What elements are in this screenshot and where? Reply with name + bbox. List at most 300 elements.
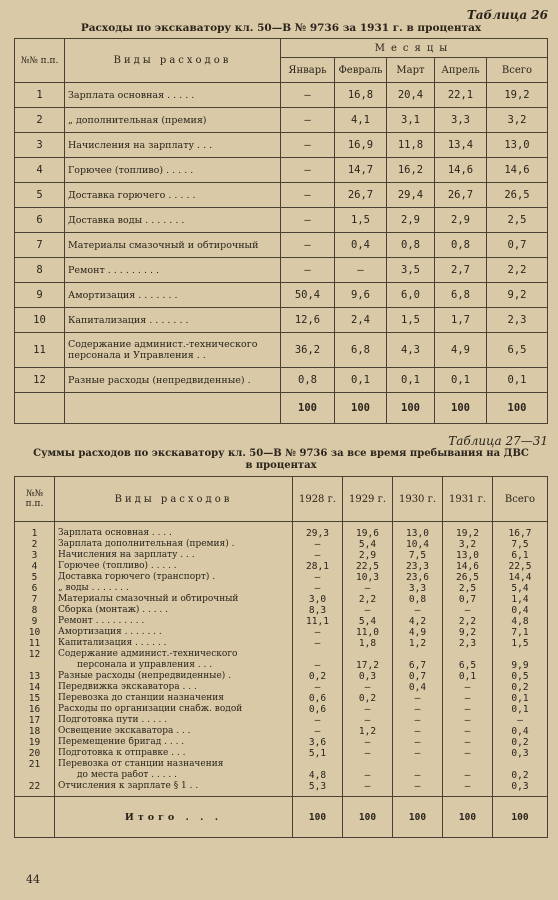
table-row — [15, 616, 548, 627]
value-cell: — — [343, 682, 393, 693]
row-number: 14 — [15, 682, 55, 693]
table-row — [15, 158, 548, 183]
value-cell: 11,8 — [387, 133, 435, 158]
value-cell: 0,5 — [493, 671, 548, 682]
row-number: 10 — [15, 627, 55, 638]
value-cell: 7,1 — [493, 627, 548, 638]
table-row — [15, 748, 548, 759]
value-cell: 1,4 — [493, 594, 548, 605]
value-cell: 1,5 — [493, 638, 548, 649]
table1 — [14, 38, 548, 424]
value-cell: 10,3 — [343, 572, 393, 583]
value-cell: — — [443, 605, 493, 616]
row-number: 9 — [15, 616, 55, 627]
value-cell: 1,2 — [343, 726, 393, 737]
expense-name: Отчисления к зарплате § 1 . . — [55, 781, 293, 797]
value-cell: 14,6 — [443, 561, 493, 572]
value-cell: 8,3 — [293, 605, 343, 616]
row-number: 2 — [15, 108, 65, 133]
expense-name: Расходы по организации снабж. водой — [55, 704, 293, 715]
empty-cell — [15, 797, 55, 838]
row-number: 8 — [15, 258, 65, 283]
value-cell: 19,2 — [443, 522, 493, 540]
expense-name: Передвижка экскаватора . . . — [55, 682, 293, 693]
value-cell: 22,5 — [493, 561, 548, 572]
table2-col-header: 1930 г. — [393, 477, 443, 522]
value-cell: 13,0 — [393, 522, 443, 540]
value-cell: 3,2 — [487, 108, 548, 133]
expense-name: Доставка горючего (транспорт) . — [55, 572, 293, 583]
row-number: 12 — [15, 368, 65, 393]
expense-name: Зарплата основная . . . . — [55, 522, 293, 540]
value-cell: 0,2 — [293, 671, 343, 682]
value-cell: 7,5 — [393, 550, 443, 561]
value-cell: 0,3 — [343, 671, 393, 682]
table-row — [15, 737, 548, 748]
row-number: 5 — [15, 183, 65, 208]
value-cell: — — [281, 158, 335, 183]
value-cell: — — [281, 258, 335, 283]
expense-name: Доставка горючего . . . . . — [65, 183, 281, 208]
value-cell: 3,2 — [443, 539, 493, 550]
value-cell: 4,3 — [387, 333, 435, 368]
table-row — [15, 660, 548, 671]
value-cell: — — [443, 693, 493, 704]
value-cell: 0,7 — [393, 671, 443, 682]
value-cell: 2,5 — [487, 208, 548, 233]
value-cell: — — [393, 737, 443, 748]
table1-col-header: Апрель — [435, 58, 487, 83]
row-number: 9 — [15, 283, 65, 308]
expense-name: персонала и управления . . . — [55, 660, 293, 671]
expense-name: Начисления на зарплату . . . — [65, 133, 281, 158]
value-cell: 12,6 — [281, 308, 335, 333]
expense-name: Материалы смазочный и обтирочный — [65, 233, 281, 258]
row-number: 3 — [15, 550, 55, 561]
value-cell: 6,5 — [487, 333, 548, 368]
expense-name: Амортизация . . . . . . . — [65, 283, 281, 308]
value-cell — [493, 759, 548, 770]
row-number: 7 — [15, 594, 55, 605]
table2-col-header: Всего — [493, 477, 548, 522]
totals-row — [15, 797, 548, 838]
value-cell: 5,4 — [343, 616, 393, 627]
expense-name: Горючее (топливо) . . . . . — [55, 561, 293, 572]
value-cell — [393, 759, 443, 770]
value-cell: — — [393, 781, 443, 797]
table-row — [15, 781, 548, 797]
row-number: 13 — [15, 671, 55, 682]
value-cell: 1,5 — [387, 308, 435, 333]
total-cell: 100 — [443, 797, 493, 838]
table-row — [15, 83, 548, 108]
value-cell: — — [281, 233, 335, 258]
value-cell: 2,3 — [487, 308, 548, 333]
expense-name: Перемещение бригад . . . . — [55, 737, 293, 748]
value-cell: — — [493, 715, 548, 726]
value-cell: — — [393, 693, 443, 704]
value-cell: — — [343, 770, 393, 781]
row-number: 6 — [15, 583, 55, 594]
value-cell: 13,4 — [435, 133, 487, 158]
value-cell: 6,1 — [493, 550, 548, 561]
total-cell: 100 — [387, 393, 435, 424]
total-cell: 100 — [281, 393, 335, 424]
value-cell: 4,2 — [393, 616, 443, 627]
table-row — [15, 572, 548, 583]
row-number: 1 — [15, 522, 55, 540]
value-cell: 1,7 — [435, 308, 487, 333]
table1-months-header: Месяцы — [281, 39, 548, 58]
value-cell: 16,7 — [493, 522, 548, 540]
value-cell: — — [335, 258, 387, 283]
value-cell: 0,1 — [387, 368, 435, 393]
row-number: 22 — [15, 781, 55, 797]
value-cell: — — [443, 748, 493, 759]
row-number: 11 — [15, 333, 65, 368]
value-cell: 4,9 — [393, 627, 443, 638]
value-cell: 6,7 — [393, 660, 443, 671]
table-row — [15, 682, 548, 693]
value-cell: 0,1 — [487, 368, 548, 393]
value-cell: — — [343, 781, 393, 797]
table-row — [15, 649, 548, 660]
value-cell: 4,9 — [435, 333, 487, 368]
value-cell: — — [393, 715, 443, 726]
value-cell: — — [293, 572, 343, 583]
expense-name: Капитализация . . . . . . — [55, 638, 293, 649]
value-cell — [343, 759, 393, 770]
value-cell: — — [443, 726, 493, 737]
table-row — [15, 627, 548, 638]
row-number: 17 — [15, 715, 55, 726]
value-cell: 6,0 — [387, 283, 435, 308]
value-cell: 16,8 — [335, 83, 387, 108]
row-number — [15, 660, 55, 671]
value-cell: — — [443, 704, 493, 715]
value-cell: 20,4 — [387, 83, 435, 108]
value-cell: 14,4 — [493, 572, 548, 583]
value-cell: 0,2 — [493, 737, 548, 748]
expense-name: Амортизация . . . . . . . — [55, 627, 293, 638]
expense-name: Материалы смазочный и обтирочный — [55, 594, 293, 605]
value-cell: 0,1 — [335, 368, 387, 393]
value-cell: — — [281, 183, 335, 208]
value-cell: 5,1 — [293, 748, 343, 759]
total-cell: 100 — [343, 797, 393, 838]
value-cell: 2,2 — [443, 616, 493, 627]
value-cell: 26,7 — [435, 183, 487, 208]
table-row — [15, 283, 548, 308]
value-cell: 6,8 — [335, 333, 387, 368]
value-cell: 0,8 — [387, 233, 435, 258]
table2-title-line1: Суммы расходов по экскаватору кл. 50—В № 9736 за все время пребывания на ДВС — [33, 448, 529, 459]
row-number: 15 — [15, 693, 55, 704]
value-cell — [493, 649, 548, 660]
row-number: 4 — [15, 561, 55, 572]
value-cell: 6,5 — [443, 660, 493, 671]
expense-name: Подготовка пути . . . . . — [55, 715, 293, 726]
expense-name: Содержание админист.-технического персонала и Управления . . — [65, 333, 281, 368]
value-cell: 3,6 — [293, 737, 343, 748]
table-row — [15, 233, 548, 258]
table-row — [15, 583, 548, 594]
expense-name: Зарплата дополнительная (премия) . — [55, 539, 293, 550]
table-row — [15, 605, 548, 616]
value-cell: 0,1 — [493, 693, 548, 704]
value-cell: 0,2 — [493, 682, 548, 693]
value-cell: 19,6 — [343, 522, 393, 540]
value-cell: 29,4 — [387, 183, 435, 208]
table-row — [15, 770, 548, 781]
value-cell: 2,3 — [443, 638, 493, 649]
table-row — [15, 108, 548, 133]
table-row — [15, 183, 548, 208]
row-number: 19 — [15, 737, 55, 748]
table1-col-header: Март — [387, 58, 435, 83]
row-number: 3 — [15, 133, 65, 158]
empty-cell — [15, 393, 65, 424]
expense-name: Горючее (топливо) . . . . . — [65, 158, 281, 183]
value-cell — [293, 649, 343, 660]
value-cell: 2,9 — [387, 208, 435, 233]
total-cell: 100 — [293, 797, 343, 838]
empty-cell — [65, 393, 281, 424]
value-cell: — — [281, 208, 335, 233]
table1-title: Расходы по экскаватору кл. 50—В № 9736 за 1931 г. в процентах — [80, 22, 482, 34]
value-cell: — — [293, 627, 343, 638]
value-cell: 0,2 — [493, 770, 548, 781]
total-label: Итого . . . — [55, 797, 293, 838]
table2-col-no: №№ п.п. — [15, 477, 55, 522]
value-cell: 2,5 — [443, 583, 493, 594]
value-cell: 23,6 — [393, 572, 443, 583]
table2-col-header: 1928 г. — [293, 477, 343, 522]
table-row — [15, 671, 548, 682]
value-cell: 29,3 — [293, 522, 343, 540]
value-cell: 9,9 — [493, 660, 548, 671]
value-cell: 2,7 — [435, 258, 487, 283]
value-cell: 0,4 — [335, 233, 387, 258]
value-cell: — — [393, 704, 443, 715]
value-cell: — — [393, 748, 443, 759]
row-number: 20 — [15, 748, 55, 759]
table-row — [15, 704, 548, 715]
value-cell: — — [443, 781, 493, 797]
table-row — [15, 333, 548, 368]
value-cell — [293, 759, 343, 770]
value-cell: — — [281, 108, 335, 133]
total-cell: 100 — [335, 393, 387, 424]
value-cell: — — [293, 660, 343, 671]
value-cell: — — [293, 715, 343, 726]
value-cell: — — [281, 133, 335, 158]
value-cell: 4,8 — [493, 616, 548, 627]
table1-col-header: Январь — [281, 58, 335, 83]
value-cell: 50,4 — [281, 283, 335, 308]
page-number: 44 — [26, 873, 40, 886]
row-number: 1 — [15, 83, 65, 108]
value-cell: 23,3 — [393, 561, 443, 572]
expense-name: Содержание админист.-технического — [55, 649, 293, 660]
value-cell: 0,8 — [281, 368, 335, 393]
value-cell: — — [343, 605, 393, 616]
table2-title-line2: в процентах — [245, 460, 317, 471]
table-row — [15, 550, 548, 561]
value-cell: — — [393, 605, 443, 616]
value-cell: 14,7 — [335, 158, 387, 183]
value-cell: 3,1 — [387, 108, 435, 133]
value-cell: 19,2 — [487, 83, 548, 108]
expense-name: Ремонт . . . . . . . . . — [55, 616, 293, 627]
row-number: 2 — [15, 539, 55, 550]
row-number: 4 — [15, 158, 65, 183]
value-cell: 2,2 — [343, 594, 393, 605]
value-cell: 7,5 — [493, 539, 548, 550]
value-cell: 3,3 — [435, 108, 487, 133]
value-cell: 14,6 — [487, 158, 548, 183]
total-cell: 100 — [487, 393, 548, 424]
value-cell: 1,8 — [343, 638, 393, 649]
expense-name: Начисления на зарплату . . . — [55, 550, 293, 561]
expense-name: Разные расходы (непредвиденные) . — [65, 368, 281, 393]
expense-name: Перевозка от станции назначения — [55, 759, 293, 770]
table-row — [15, 368, 548, 393]
value-cell: — — [393, 726, 443, 737]
value-cell: 17,2 — [343, 660, 393, 671]
table1-number: Таблица 26 — [466, 8, 548, 22]
row-number: 7 — [15, 233, 65, 258]
value-cell: 0,2 — [343, 693, 393, 704]
table-row — [15, 726, 548, 737]
row-number: 18 — [15, 726, 55, 737]
table-row — [15, 539, 548, 550]
expense-name: Освещение экскаватора . . . — [55, 726, 293, 737]
table-row — [15, 759, 548, 770]
table-row — [15, 308, 548, 333]
value-cell — [443, 649, 493, 660]
value-cell: 1,5 — [335, 208, 387, 233]
table-row — [15, 693, 548, 704]
row-number: 8 — [15, 605, 55, 616]
value-cell: 2,9 — [435, 208, 487, 233]
value-cell: 0,8 — [435, 233, 487, 258]
row-number: 12 — [15, 649, 55, 660]
totals-row — [15, 393, 548, 424]
table-row — [15, 638, 548, 649]
value-cell: 3,3 — [393, 583, 443, 594]
value-cell: — — [393, 770, 443, 781]
value-cell: 36,2 — [281, 333, 335, 368]
value-cell: 26,7 — [335, 183, 387, 208]
value-cell: 5,4 — [493, 583, 548, 594]
table1-col-no: №№ п.п. — [15, 39, 65, 83]
value-cell: 9,6 — [335, 283, 387, 308]
value-cell: 9,2 — [443, 627, 493, 638]
table2-col-header: 1929 г. — [343, 477, 393, 522]
row-number: 21 — [15, 759, 55, 770]
value-cell: 0,6 — [293, 704, 343, 715]
expense-name: Перевозка до станции назначения — [55, 693, 293, 704]
expense-name: Доставка воды . . . . . . . — [65, 208, 281, 233]
value-cell: 5,3 — [293, 781, 343, 797]
row-number: 11 — [15, 638, 55, 649]
value-cell: 11,0 — [343, 627, 393, 638]
expense-name: Разные расходы (непредвиденные) . — [55, 671, 293, 682]
table1-col-header: Февраль — [335, 58, 387, 83]
value-cell: 0,3 — [493, 781, 548, 797]
value-cell: 22,5 — [343, 561, 393, 572]
value-cell: 26,5 — [443, 572, 493, 583]
value-cell: — — [343, 704, 393, 715]
table2-number: Таблица 27—31 — [448, 434, 548, 448]
expense-name: „ дополнительная (премия) — [65, 108, 281, 133]
value-cell: 0,4 — [393, 682, 443, 693]
table2 — [14, 476, 548, 838]
value-cell: 16,2 — [387, 158, 435, 183]
value-cell: 10,4 — [393, 539, 443, 550]
value-cell: — — [293, 583, 343, 594]
value-cell: — — [343, 715, 393, 726]
value-cell: 2,9 — [343, 550, 393, 561]
value-cell: — — [343, 737, 393, 748]
value-cell: — — [293, 638, 343, 649]
expense-name: Подготовка к отправке . . . — [55, 748, 293, 759]
value-cell: 4,1 — [335, 108, 387, 133]
value-cell: 2,4 — [335, 308, 387, 333]
value-cell: 3,0 — [293, 594, 343, 605]
row-number: 6 — [15, 208, 65, 233]
value-cell: 26,5 — [487, 183, 548, 208]
table-row — [15, 133, 548, 158]
value-cell: 3,5 — [387, 258, 435, 283]
value-cell: — — [293, 682, 343, 693]
value-cell — [443, 759, 493, 770]
row-number: 5 — [15, 572, 55, 583]
value-cell: — — [293, 726, 343, 737]
value-cell: 22,1 — [435, 83, 487, 108]
value-cell: 0,1 — [493, 704, 548, 715]
value-cell: 9,2 — [487, 283, 548, 308]
value-cell: 0,8 — [393, 594, 443, 605]
value-cell — [393, 649, 443, 660]
table-row — [15, 594, 548, 605]
value-cell: — — [293, 550, 343, 561]
value-cell: 0,1 — [435, 368, 487, 393]
table-row — [15, 208, 548, 233]
table2-col-header: 1931 г. — [443, 477, 493, 522]
value-cell: 0,1 — [443, 671, 493, 682]
value-cell: 1,2 — [393, 638, 443, 649]
value-cell: 0,6 — [293, 693, 343, 704]
expense-name: Зарплата основная . . . . . — [65, 83, 281, 108]
row-number: 10 — [15, 308, 65, 333]
total-cell: 100 — [493, 797, 548, 838]
table1-col-header: Всего — [487, 58, 548, 83]
table-row — [15, 715, 548, 726]
expense-name: Ремонт . . . . . . . . . — [65, 258, 281, 283]
row-number: 16 — [15, 704, 55, 715]
expense-name: Капитализация . . . . . . . — [65, 308, 281, 333]
value-cell: 0,7 — [443, 594, 493, 605]
table1-col-name: Виды расходов — [65, 39, 281, 83]
value-cell: 11,1 — [293, 616, 343, 627]
value-cell: 0,4 — [493, 605, 548, 616]
expense-name: Сборка (монтаж) . . . . . — [55, 605, 293, 616]
value-cell: — — [443, 770, 493, 781]
value-cell: 28,1 — [293, 561, 343, 572]
value-cell: 13,0 — [443, 550, 493, 561]
